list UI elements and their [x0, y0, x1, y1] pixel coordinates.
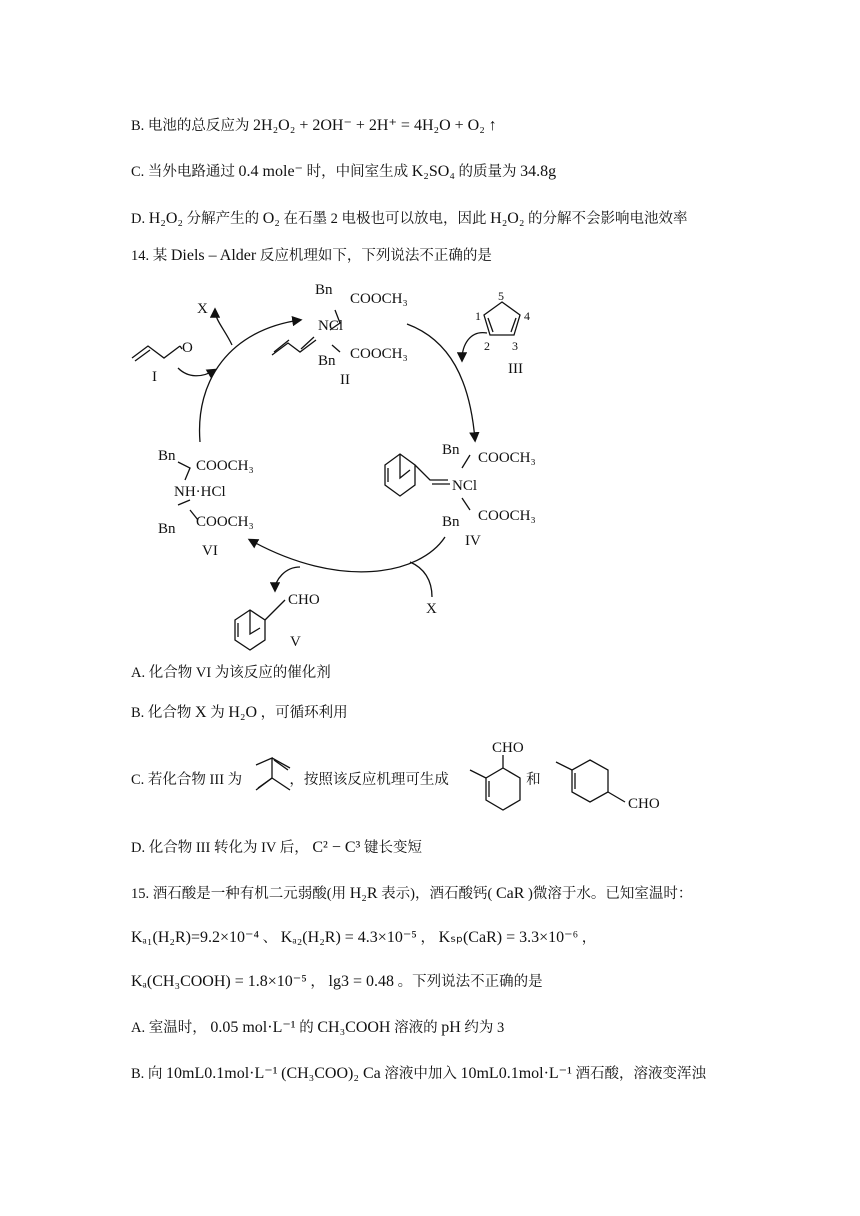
volume-conc: 10mL0.1mol·L⁻¹	[460, 1065, 572, 1082]
compound-i-label: I	[152, 369, 157, 385]
separator: ，	[420, 930, 435, 946]
compound-ii-label: II	[340, 372, 350, 388]
option-text: A. 室温时，	[131, 1020, 207, 1036]
x-in-arrow	[410, 562, 432, 597]
formula: CH₃COOH	[317, 1019, 391, 1036]
reaction-name: Diels – Alder	[170, 247, 257, 264]
o-label: O	[182, 340, 193, 356]
option-label: D.	[131, 211, 146, 227]
v-out-arrow	[275, 567, 300, 590]
lg-value: lg3 = 0.48	[328, 973, 395, 990]
ring-number-4: 4	[524, 309, 530, 323]
x-out-arrow	[215, 310, 232, 345]
q14-option-a	[131, 663, 331, 683]
cooch3-label: COOCH₃	[478, 450, 536, 466]
ncl-label: NCl	[318, 318, 344, 334]
compound: H₂O₂	[490, 210, 525, 227]
cooch3-label: COOCH₃	[196, 458, 254, 474]
water-formula: H₂O	[228, 704, 258, 721]
question-text: 反应机理如下，下列说法不正确的是	[259, 248, 492, 264]
formula: H₂R	[349, 885, 378, 902]
separator: ，	[310, 974, 325, 990]
question-number: 14. 某	[131, 248, 168, 264]
question-text: 表示)，酒石酸钙(	[381, 886, 493, 902]
cho-label: CHO	[628, 796, 660, 812]
separator: ，	[581, 930, 597, 946]
q15-option-b	[131, 1064, 706, 1084]
compound: O₂	[262, 210, 280, 227]
bn-label: Bn	[442, 442, 460, 458]
option-text: 约为 3	[464, 1020, 505, 1036]
q15-stem-line-1	[131, 884, 692, 904]
option-text: 在石墨 2 电极也可以放电，因此	[283, 211, 487, 227]
reaction-mechanism-diagram	[0, 270, 860, 670]
option-text: B. 向	[131, 1066, 163, 1082]
compound-iii-ring	[484, 302, 520, 335]
question-text: 。下列说法不正确的是	[397, 974, 543, 990]
option-text: ，可循环利用	[260, 705, 348, 721]
cycle-arc-left	[200, 320, 300, 442]
compound-iv-label: IV	[465, 533, 481, 549]
separator: 、	[262, 930, 278, 946]
ka1-value: Kₐ₁(H₂R)=9.2×10⁻⁴	[131, 929, 260, 946]
compound: K₂SO₄	[411, 163, 455, 180]
volume-conc: 10mL0.1mol·L⁻¹	[166, 1065, 278, 1082]
cycle-arc-top	[407, 324, 475, 440]
q15-stem-line-2	[131, 928, 596, 948]
bn-label: Bn	[442, 514, 460, 530]
option-text: B. 电池的总反应为	[131, 118, 250, 134]
q14-option-b	[131, 703, 348, 723]
q15-option-a	[131, 1018, 504, 1038]
compound-x: X	[195, 704, 207, 721]
q13-option-d	[131, 209, 688, 229]
option-text: 时，中间室生成	[306, 164, 409, 180]
option-text: 为	[210, 705, 225, 721]
bn-label: Bn	[318, 353, 336, 369]
option-text: 的质量为	[458, 164, 517, 180]
question-text: 15. 酒石酸是一种有机二元弱酸(用	[131, 886, 347, 902]
q14-option-d	[131, 838, 422, 858]
option-text: 键长变短	[363, 840, 422, 856]
charge-amount: 0.4 mole⁻	[238, 163, 303, 180]
option-text: D. 化合物 III 转化为 IV 后，	[131, 840, 309, 856]
ring-number-5: 5	[498, 289, 504, 303]
option-text: 的	[299, 1020, 314, 1036]
q13-option-c	[131, 162, 556, 182]
option-text: 的分解不会影响电池效率	[528, 211, 688, 227]
formula: CaR	[495, 885, 525, 902]
nh-hcl-label: NH·HCl	[174, 484, 226, 500]
q13-option-b	[131, 116, 497, 136]
bn-label: Bn	[158, 521, 176, 537]
option-text: 分解产生的	[186, 211, 260, 227]
option-text: C. 当外电路通过	[131, 164, 235, 180]
option-text: 溶液的	[394, 1020, 438, 1036]
ring-number-1: 1	[475, 309, 481, 323]
option-text: A. 化合物 VI 为该反应的催化剂	[131, 665, 331, 681]
cho-label: CHO	[492, 740, 524, 756]
option-text: ，按照该反应机理可生成	[289, 772, 449, 788]
q14-stem	[131, 246, 492, 266]
cooch3-label: COOCH₃	[350, 291, 408, 307]
compound: H₂O₂	[148, 210, 183, 227]
equation: 2H₂O₂ + 2OH⁻ + 2H⁺ = 4H₂O + O₂ ↑	[253, 117, 497, 134]
bn-label: Bn	[158, 448, 176, 464]
x-in-label: X	[426, 601, 437, 617]
compound-vi-label: VI	[202, 543, 218, 559]
mass-value: 34.8g	[520, 163, 557, 180]
cho-label: CHO	[288, 592, 320, 608]
compound-i-skeleton	[132, 346, 180, 358]
bn-label: Bn	[315, 282, 333, 298]
formula: (CH₃COO)₂ Ca	[281, 1065, 381, 1082]
i-in-arrow	[178, 368, 215, 376]
ncl-label: NCl	[452, 478, 478, 494]
option-text: B. 化合物	[131, 705, 192, 721]
ring-number-2: 2	[484, 339, 490, 353]
cooch3-label: COOCH₃	[350, 346, 408, 362]
option-text: C. 若化合物 III 为	[131, 772, 243, 788]
ksp-value: Kₛₚ(CaR) = 3.3×10⁻⁶	[438, 929, 579, 946]
cooch3-label: COOCH₃	[196, 514, 254, 530]
q15-stem-line-3	[131, 972, 543, 992]
option-text: 溶液中加入	[384, 1066, 457, 1082]
cooch3-label: COOCH₃	[478, 508, 536, 524]
ring-number-3: 3	[512, 339, 518, 353]
concentration: 0.05 mol·L⁻¹	[210, 1019, 296, 1036]
compound-iii-label: III	[508, 361, 523, 377]
x-out-label: X	[197, 301, 208, 317]
bond-label: C² − C³	[312, 839, 361, 856]
compound-v-label: V	[290, 634, 301, 650]
product-1-ring	[486, 768, 520, 810]
cycle-arc-right	[250, 537, 445, 572]
ka-value: Kₐ(CH₃COOH) = 1.8×10⁻⁵	[131, 973, 307, 990]
option-text: 酒石酸，溶液变浑浊	[575, 1066, 707, 1082]
question-text: )微溶于水。已知室温时：	[528, 886, 693, 902]
product-2-ring	[572, 760, 608, 802]
ka2-value: Kₐ₂(H₂R) = 4.3×10⁻⁵	[280, 929, 417, 946]
option-c-structures	[0, 735, 860, 835]
ph-label: pH	[441, 1019, 461, 1036]
option-text: 和	[526, 772, 541, 788]
